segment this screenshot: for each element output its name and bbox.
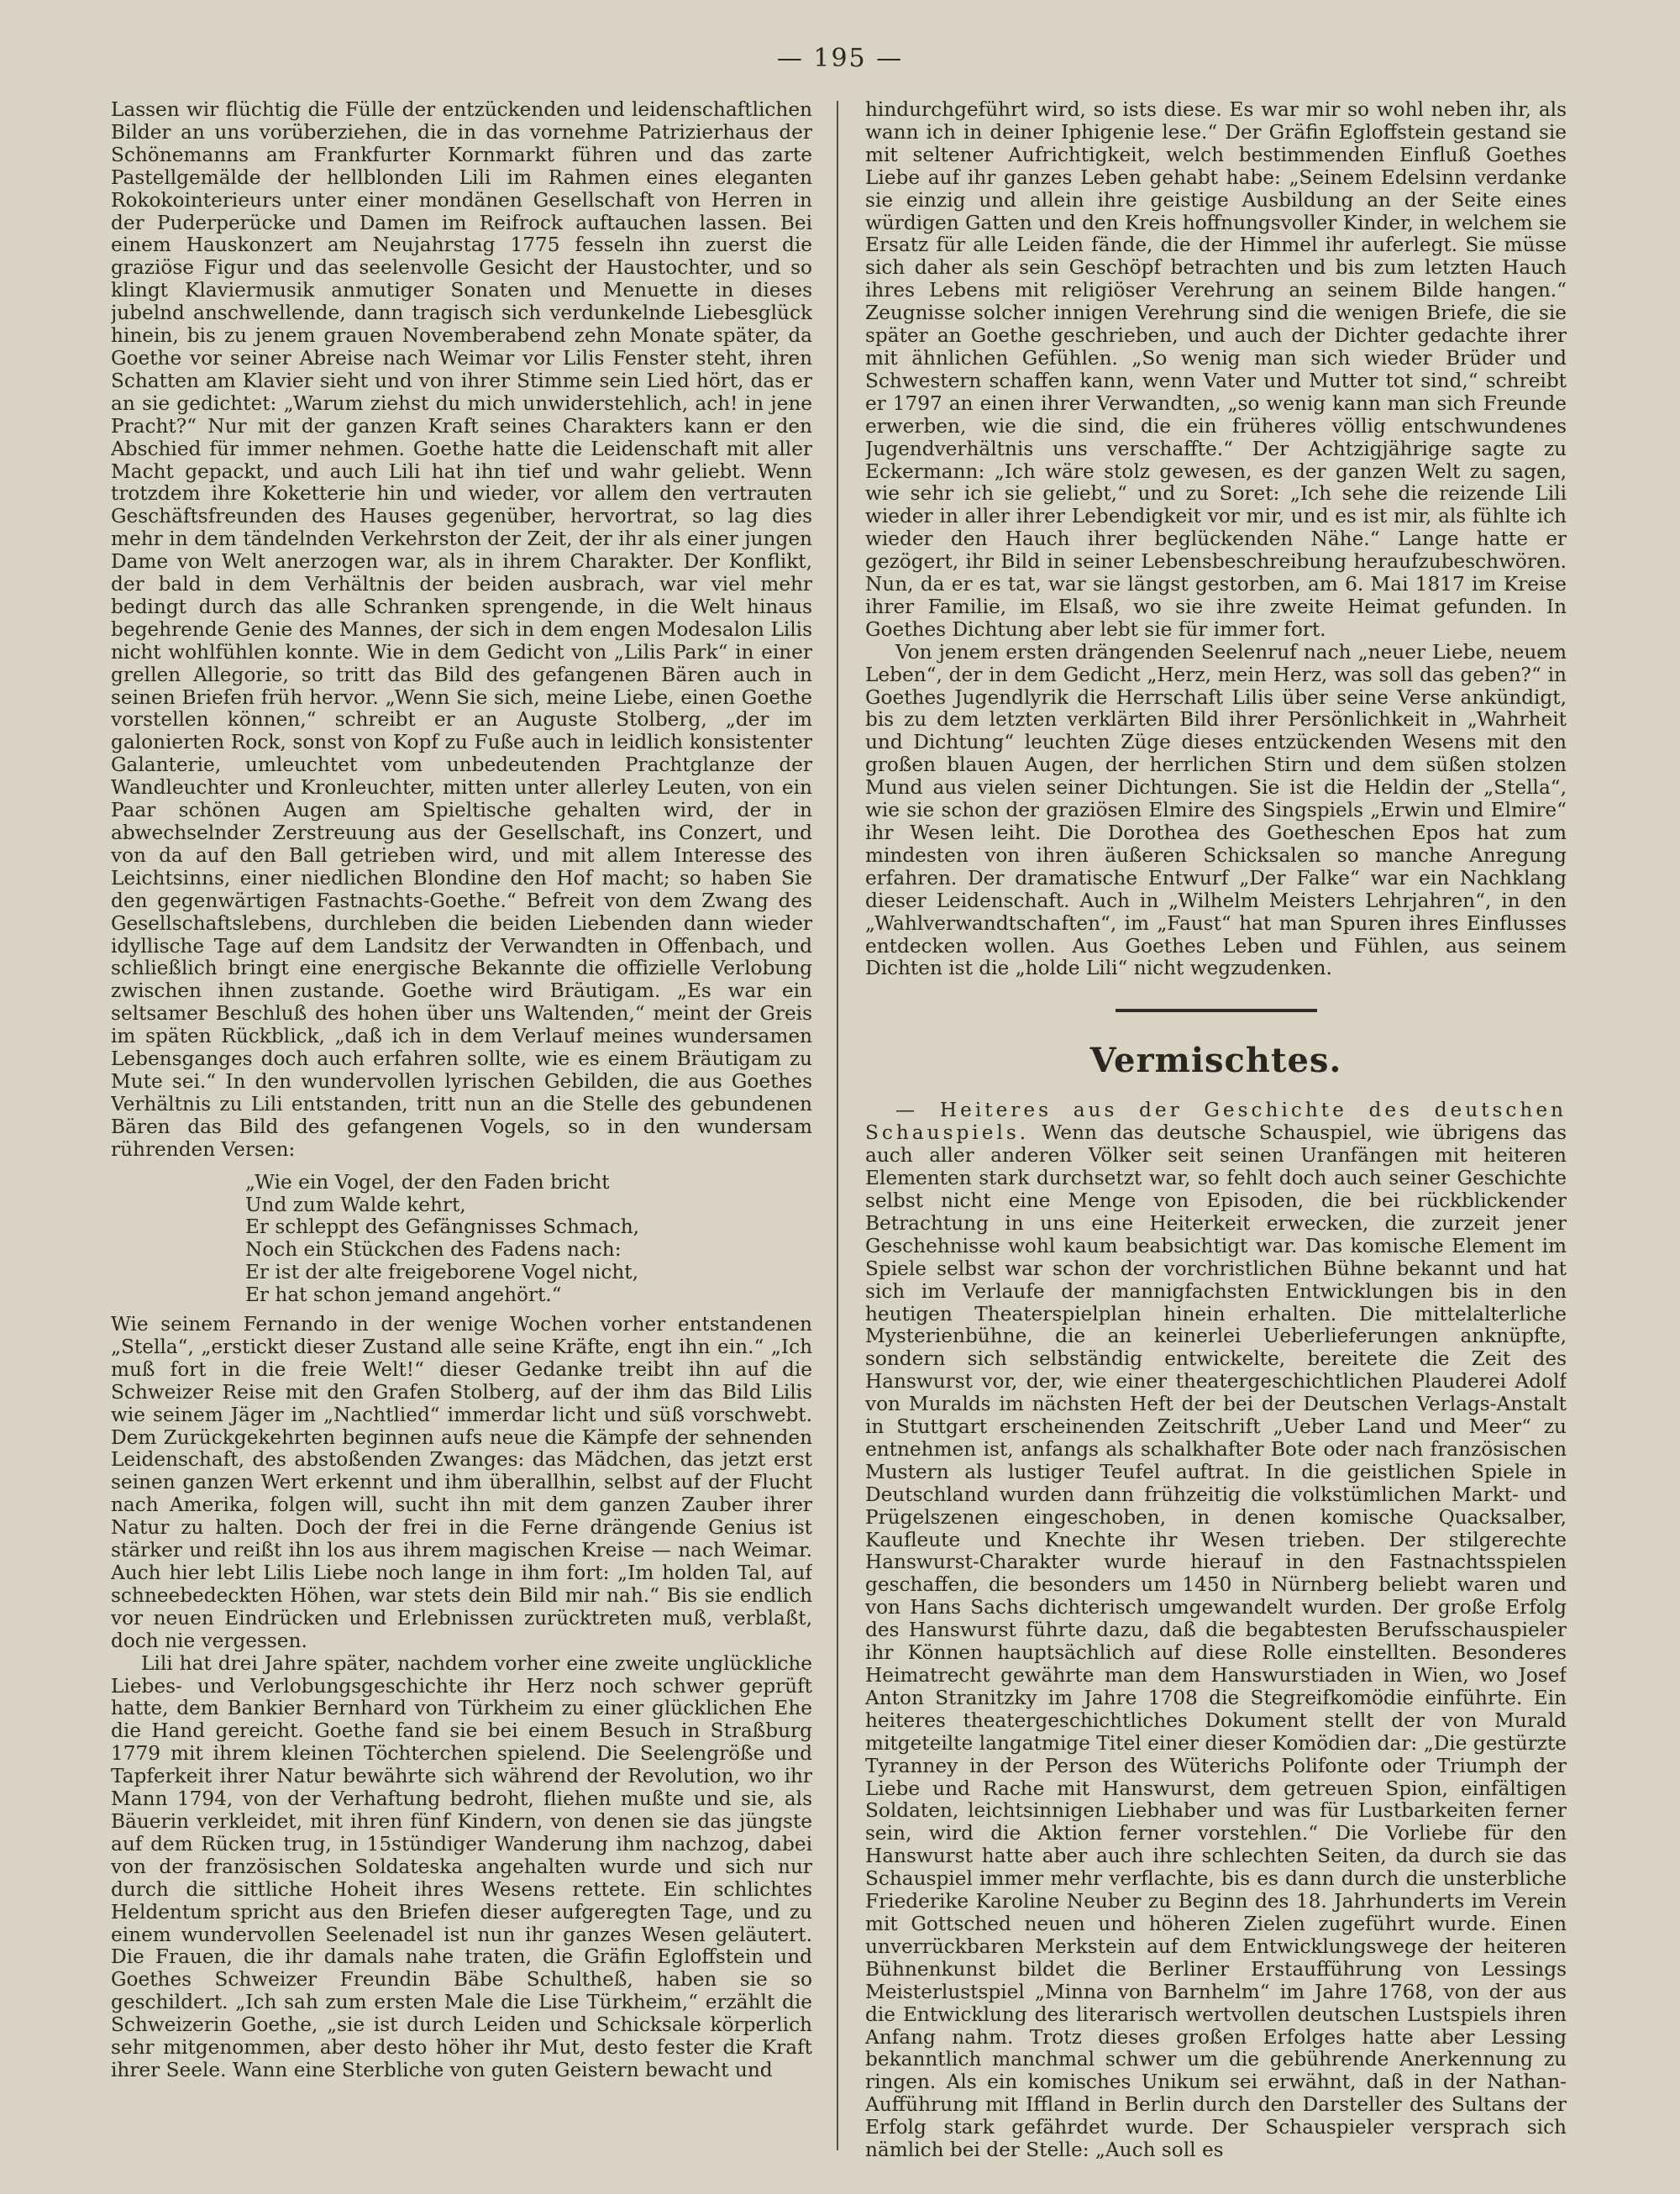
column-divider — [837, 101, 838, 2150]
paragraph: Lassen wir flüchtig die Fülle der entzückenden und leidenschaftlichen Bilder an uns vorüberziehen, die in das vornehme Patrizierhaus der Schönemanns am Frankfurter Kornmarkt führen und das zarte Pastellgemälde der hellblonden Lili im Rahmen eines eleganten Rokokointerieurs unter einer mondänen Gesellschaft von Herren in der Puderperücke und Damen im Reifrock auftauchen lassen. Bei einem Hauskonzert am Neujahrstag 1775 fesseln ihn zuerst die graziöse Figur und das seelenvolle Gesicht der Haustochter, und so klingt Klaviermusik anmutiger Sonaten und Menuette in dieses jubelnd anschwellende, dann tragisch sich verdunkelnde Liebesglück hinein, bis zu jenem grauen Novemberabend zehn Monate später, da Goethe vor seiner Abreise nach Weimar vor Lilis Fenster steht, ihren Schatten am Klavier sieht und von ihrer Stimme sein Lied hört, das er an sie gedichtet: „Warum ziehst du mich unwiderstehlich, ach! in jene Pracht?“ Nur mit der ganzen Kraft seines Charakters kann er den Abschied für immer nehmen. Goethe hatte die Leidenschaft mit aller Macht gepackt, und auch Lili hat ihn tief und wahr geliebt. Wenn trotzdem ihre Koketterie hin und wieder, vor allem den vertrauten Geschäftsfreunden des Hauses gegenüber, hervortrat, so lag dies mehr in dem tändelnden Verkehrston der Zeit, der ihr als einer jungen Dame von Welt anerzogen war, als in ihrem Charakter. Der Konflikt, der bald in dem Verhältnis der beiden ausbrach, war viel mehr bedingt durch das alle Schranken sprengende, in die Welt hinaus begehrende Genie des Mannes, der sich in dem engen Modesalon Lilis nicht wohlfühlen konnte. Wie in dem Gedicht von „Lilis Park“ in einer grellen Allegorie, so tritt das Bild des gefangenen Bären auch in seinen Briefen früh hervor. „Wenn Sie sich, meine Liebe, einen Goethe vorstellen können,“ schreibt er an Auguste Stolberg, „der im galonierten Rock, sonst von Kopf zu Fuße auch in leidlich konsistenter Galanterie, umleuchtet vom unbedeutenden Prachtglanze der Wandleuchter und Kronleuchter, mitten unter allerley Leuten, von ein Paar schönen Augen am Spieltische gehalten wird, der in abwechselnder Zerstreuung aus der Gesellschaft, ins Conzert, und von da auf den Ball getrieben wird, und mit allem Interesse des Leichtsinns, einer niedlichen Blondine den Hof macht; so haben Sie den gegenwärtigen Fastnachts-Goethe.“ Befreit von dem Zwang des Gesellschaftslebens, durchleben die beiden Liebenden dann wieder idyllische Tage auf dem Landsitz der Verwandten in Offenbach, und schließlich bringt eine energische Bekannte die offizielle Verlobung zwischen ihnen zustande. Goethe wird Bräutigam. „Es war ein seltsamer Beschluß des hohen über uns Waltenden,“ meint der Greis im späten Rückblick, „daß ich in dem Verlauf meines wundersamen Lebensganges doch auch erfahren sollte, wie es einem Bräutigam zu Mute sei.“ In den wundervollen lyrischen Gebilden, die aus Goethes Verhältnis zu Lili entstanden, tritt nun an die Stelle des gebundenen Bären das Bild des gefangenen Vogels, so in den wundersam rührenden Versen: — [111, 99, 812, 1161]
paragraph: Wie seinem Fernando in der wenige Wochen vorher entstandenen „Stella“, „erstickt dieser Zustand alle seine Kräfte, engt ihn ein.“ „Ich muß fort in die freie Welt!“ dieser Gedanke treibt ihn auf die Schweizer Reise mit den Grafen Stolberg, auf der ihm das Bild Lilis wie seinem Jäger im „Nachtlied“ immerdar licht und süß vorschwebt. Dem Zurückgekehrten beginnen aufs neue die Kämpfe der sehnenden Leidenschaft, des abstoßenden Zwanges: das Mädchen, das jetzt erst seinen ganzen Wert erkennt und ihm überallhin, selbst auf der Flucht nach Amerika, folgen will, sucht ihn mit dem ganzen Zauber ihrer Natur zu halten. Doch der frei in die Ferne drängende Genius ist stärker und reißt ihn los aus ihrem magischen Kreise — nach Weimar. Auch hier lebt Lilis Liebe noch lange in ihm fort: „Im holden Tal, auf schneebedeckten Höhen, war stets dein Bild mir nah.“ Bis sie endlich vor neuen Eindrücken und Erlebnissen zurücktreten muß, verblaßt, doch nie vergessen. — [111, 1313, 812, 1652]
article-body: Wenn das deutsche Schauspiel, wie übrigens das auch aller anderen Völker seit seinen Uranfängen mit heiteren Elementen stark durchsetzt war, so fehlt doch auch seiner Geschichte selbst nicht eine Menge von Episoden, die bei rückblickender Betrachtung in uns eine Heiterkeit erwecken, die zurzeit jener Geschehnisse wohl kaum beabsichtigt war. Das komische Element im Spiele selbst war schon der vorchristlichen Bühne bekannt und hat sich im Verlaufe der mannigfachsten Entwicklungen bis in den heutigen Theaterspielplan hinein erhalten. Die mittelalterliche Mysterienbühne, die an keinerlei Ueberlieferungen anknüpfte, sondern sich selbständig entwickelte, bereitete die Zeit des Hanswurst vor, der, wie einer theatergeschichtlichen Plauderei Adolf von Muralds im nächsten Heft der bei der Deutschen Verlags-Anstalt in Stuttgart erscheinenden Zeitschrift „Ueber Land und Meer“ zu entnehmen ist, anfangs als schalkhafter Bote oder nach französischen Mustern als lustiger Teufel auftrat. In die geistlichen Spiele in Deutschland wurden dann frühzeitig die volkstümlichen Markt- und Prügelszenen eingeschoben, in denen komische Quacksalber, Kaufleute und Knechte ihr Wesen trieben. Der stilgerechte Hanswurst-Charakter wurde hierauf in den Fastnachtsspielen geschaffen, die besonders um 1450 in Nürnberg beliebt waren und von Hans Sachs dichterisch umgewandelt wurden. Der große Erfolg des Hanswurst führte dazu, daß die begabtesten Berufsschauspieler ihr Können hauptsächlich auf diese Rolle einstellten. Besonderes Heimatrecht gewährte man dem Hanswurstiaden in Wien, wo Josef Anton Stranitzky im Jahre 1708 die Stegreifkomödie einführte. Ein heiteres theatergeschichtliches Dokument stellt der von Murald mitgeteilte langatmige Titel einer dieser Komödien dar: „Die gestürzte Tyranney in der Person des Wüterichs Polifonte oder Triumph der Liebe und Rache mit Hanswurst, dem getreuen Spion, einfältigen Soldaten, leichtsinnigen Liebhaber und was für Lustbarkeiten ferner sein, wird die Aktion ferner vorstehlen.“ Die Vorliebe für den Hanswurst hatte aber auch ihre schlechten Seiten, da durch sie das Schauspiel immer mehr verflachte, bis es dann durch die unsterbliche Friederike Karoline Neuber zu Beginn des 18. Jahrhunderts im Verein mit Gottsched neuen und höheren Zielen zugeführt wurde. Einen unverrückbaren Merkstein auf dem Entwicklungswege der heiteren Bühnenkunst bildet die Berliner Erstaufführung von Lessings Meisterlustspiel „Minna von Barnhelm“ im Jahre 1768, von der aus die Entwicklung des literarisch wertvollen deutschen Lustspiels ihren Anfang nahm. Trotz dieses großen Erfolges hatte aber Lessing bekanntlich manchmal schwer um die gebührende Anerkennung zu ringen. Als ein komisches Unikum sei erwähnt, daß in der Nathan-Aufführung mit Iffland in Berlin durch den Darsteller des Sultans der Erfolg stark gefährdet wurde. Der Schauspieler versprach sich nämlich bei der Stelle: „Auch soll es — [865, 1121, 1567, 2162]
poem-line: Noch ein Stückchen des Fadens nach: — [245, 1238, 622, 1262]
article-lead: — Heiteres aus der Geschichte des deutschen Schauspiels. — [865, 1099, 1567, 1145]
paragraph: Lili hat drei Jahre später, nachdem vorher eine zweite unglückliche Liebes- und Verlobungsgeschichte ihr Herz noch schwer geprüft hatte, dem Bankier Bernhard von Türkheim zu einer glücklichen Ehe die Hand gereicht. Goethe fand sie bei einem Besuch in Straßburg 1779 mit ihrem kleinen Töchterchen spielend. Die Seelengröße und Tapferkeit ihrer Natur bewährte sich während der Revolution, wo ihr Mann 1794, von der Verhaftung bedroht, fliehen mußte und sie, als Bäuerin verkleidet, mit ihren fünf Kindern, von denen sie das jüngste auf dem Rücken trug, in 15stündiger Wanderung ihm nachzog, dabei von der französischen Soldateska angehalten wurde und sich nur durch die sittliche Hoheit ihres Wesens rettete. Ein schlichtes Heldentum spricht aus den Briefen dieser aufgeregten Tage, und zu einem wundervollen Seelenadel ist nun ihr ganzes Wesen geläutert. Die Frauen, die ihr damals nahe traten, die Gräfin Egloffstein und Goethes Schweizer Freundin Bäbe Schultheß, haben sie so geschildert. „Ich sah zum ersten Male die Lise Türkheim,“ erzählt die Schweizerin Goethe, „sie ist durch Leiden und Schicksale körperlich sehr mitgenommen, aber desto höher ihr Mut, desto fester die Kraft ihrer Seele. Wann eine Sterbliche von guten Geistern bewacht und — [111, 1651, 812, 2081]
poem-line: Er hat schon jemand angehört.“ — [245, 1283, 562, 1307]
poem-line: Und zum Walde kehrt, — [245, 1193, 466, 1216]
right-column — [865, 99, 1567, 2194]
paragraph: Von jenem ersten drängenden Seelenruf nach „neuer Liebe, neuem Leben“, der in dem Gedicht „Herz, mein Herz, was soll das geben?“ in Goethes Jugendlyrik die Herrschaft Lilis über seine Verse ankündigt, bis zu dem letzten verklärten Bild ihrer Persönlichkeit in „Wahrheit und Dichtung“ leuchten Züge dieses entzückenden Wesens mit den großen blauen Augen, der herrlichen Stirn und dem süßen stolzen Mund aus vielen seiner Dichtungen. Sie ist die Heldin der „Stella“, wie sie schon der graziösen Elmire des Singspiels „Erwin und Elmire“ ihr Wesen leiht. Die Dorothea des Goetheschen Epos hat zum mindesten von ihren äußeren Schicksalen so manche Anregung erfahren. Der dramatische Entwurf „Der Falke“ war ein Nachklang dieser Leidenschaft. Auch in „Wilhelm Meisters Lehrjahren“, in den „Wahlverwandtschaften“, im „Faust“ hat man Spuren ihres Einflusses entdecken wollen. Aus Goethes Leben und Fühlen, aus seinem Dichten ist die „holde Lili“ nicht wegzudenken. — [865, 640, 1567, 980]
page-number: — 195 — — [776, 44, 904, 73]
section-divider — [1116, 1009, 1317, 1012]
paragraph: hindurchgeführt wird, so ists diese. Es war mir so wohl neben ihr, als wann ich in deiner Iphigenie lese.“ Der Gräfin Egloffstein gestand sie mit seltener Aufrichtigkeit, welch bestimmenden Einfluß Goethes Liebe auf ihr ganzes Leben gehabt habe: „Seinem Edelsinn verdanke sie einzig und allein ihre geistige Ausbildung an der Seite eines würdigen Gatten und den Kreis hoffnungsvoller Kinder, in welchem sie Ersatz für alle Leiden fände, die der Himmel ihr auferlegt. Sie müsse sich daher als sein Geschöpf betrachten und bis zum letzten Hauch ihres Lebens mit religiöser Verehrung an seinem Bilde hangen.“ Zeugnisse solcher innigen Verehrung sind die wenigen Briefe, die sie später an Goethe geschrieben, und auch der Dichter gedachte ihrer mit ähnlichen Gefühlen. „So wenig man sich wieder Brüder und Schwestern schaffen kann, wenn Vater und Mutter tot sind,“ schreibt er 1797 an einen ihrer Verwandten, „so wenig kann man sich Freunde erwerben, wie die sind, die ein früheres völlig entschwundenes Jugendverhältnis uns verschaffte.“ Der Achtzigjährige sagte zu Eckermann: „Ich wäre stolz gewesen, es der ganzen Welt zu sagen, wie sehr ich sie geliebt,“ und zu Soret: „Ich sehe die reizende Lili wieder in aller ihrer Lebendigkeit vor mir, und es ist mir, als fühlte ich wieder den Hauch ihrer beglückenden Nähe.“ Lange hatte er gezögert, ihr Bild in seiner Lebensbeschreibung heraufzubeschwören. Nun, da er es tat, war sie längst gestorben, am 6. Mai 1817 im Kreise ihrer Familie, im Elsaß, wo sie ihre zweite Heimat gefunden. In Goethes Dichtung aber lebt sie für immer fort. — [865, 99, 1567, 641]
left-column — [111, 99, 812, 2194]
poem-line: Er schleppt des Gefängnisses Schmach, — [245, 1215, 640, 1239]
paragraph — [865, 1100, 1567, 2162]
section-title: Vermischtes. — [1089, 1041, 1342, 1081]
poem-line: Er ist der alte freigeborene Vogel nicht, — [245, 1261, 638, 1284]
poem-line: „Wie ein Vogel, der den Faden bricht — [245, 1170, 610, 1194]
poem — [245, 1172, 812, 1307]
